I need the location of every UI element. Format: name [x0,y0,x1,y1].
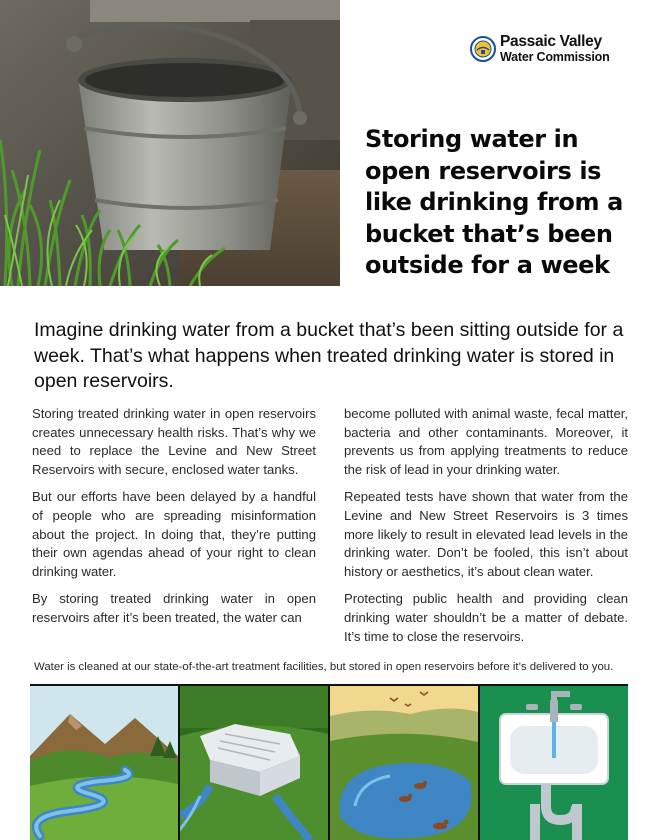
bucket-photo-icon [0,0,340,286]
illustration-panel [180,686,328,840]
body-column-right [344,405,628,655]
body-column-left [32,405,316,637]
treatment-facility-icon [180,686,328,840]
river-landscape-icon [30,686,178,840]
body-paragraph: By storing treated drinking water in open reservoirs after it’s been treated, the water can [32,591,316,625]
body-paragraph: But our efforts have been delayed by a handful of people who are spreading misinformation about the project. In doing that, they’re putting their own agendas ahead of your right to clean drinking water. [32,489,316,579]
sink-faucet-icon [480,686,628,840]
illustration-panel [30,686,178,840]
brand-name-line1: Passaic Valley [500,33,602,50]
illustration-panel [480,686,628,840]
brand-name-line2: Water Commission [500,49,610,64]
body-paragraph: Repeated tests have shown that water from the Levine and New Street Reservoirs is 3 times more likely to result in elevated lead levels in the drinking water. Don’t be fooled, this isn’t about history or aesthetics, it’s about clean water. [344,489,628,579]
illustration-caption: Water is cleaned at our state-of-the-art treatment facilities, but stored in open reservoirs before it’s delivered to you. [34,661,614,673]
illustration-panel [330,686,478,840]
body-paragraph: become polluted with animal waste, fecal matter, bacteria and other contaminants. Moreover, it prevents us from applying treatments to reduce the risk of lead in your drinking water. [344,406,628,477]
body-paragraph: Protecting public health and providing clean drinking water shouldn’t be a matter of debate. It’s time to close the reservoirs. [344,591,628,644]
illustration-strip [30,684,628,840]
intro-paragraph: Imagine drinking water from a bucket that’s been sitting outside for a week. That’s what happens when treated drinking water is stored in open reservoirs. [34,319,624,392]
brand-logo [470,34,610,63]
seal-icon [470,36,496,62]
headline: Storing water in open reservoirs is like drinking from a bucket that’s been outside for a week [365,125,623,279]
open-reservoir-ducks-icon [330,686,478,840]
hero-bucket-photo [0,0,340,286]
body-paragraph: Storing treated drinking water in open reservoirs creates unnecessary health risks. That’s why we need to replace the Levine and New Street Reservoirs with secure, enclosed water tanks. [32,406,316,477]
